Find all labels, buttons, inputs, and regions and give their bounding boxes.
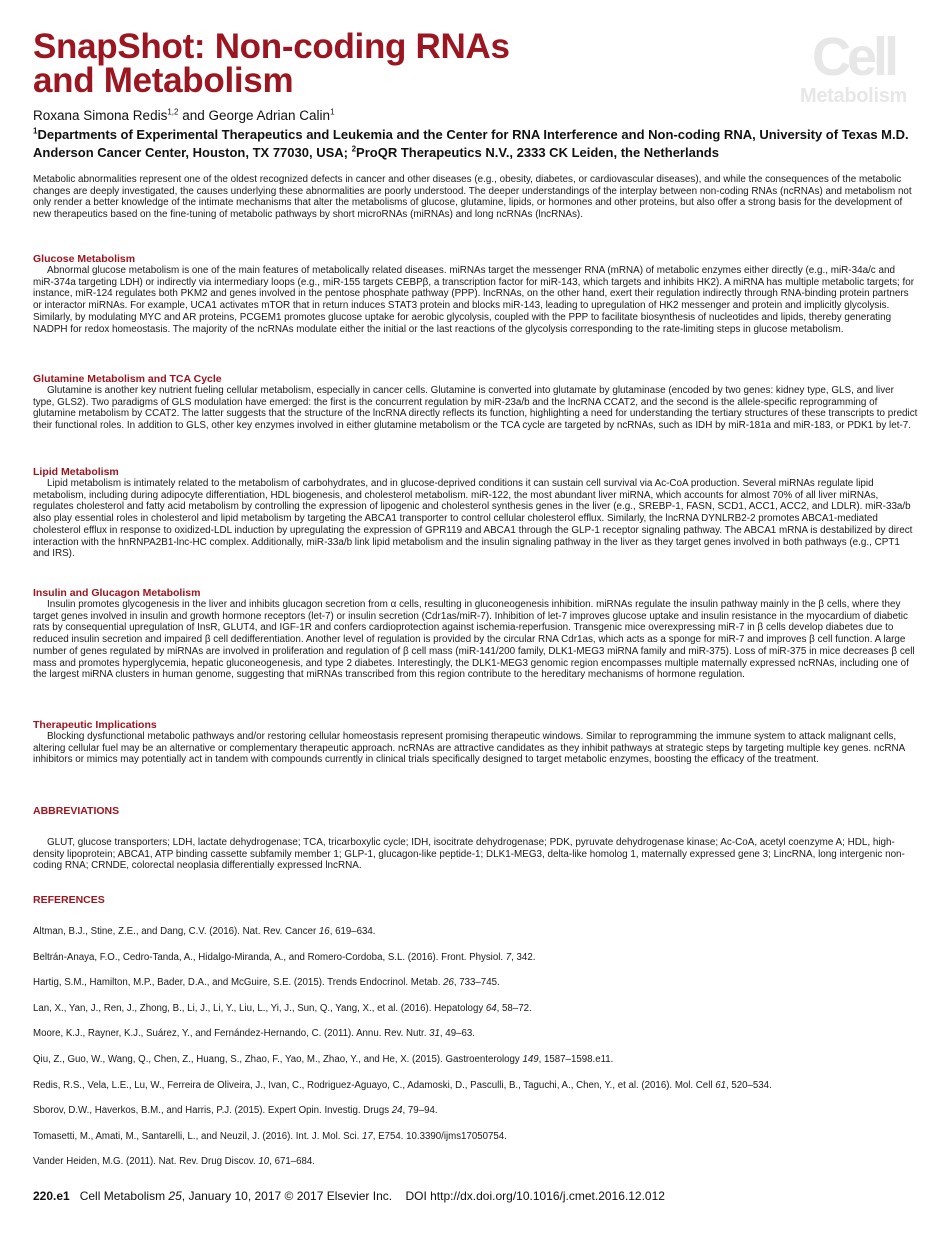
reference-item: Tomasetti, M., Amati, M., Santarelli, L., and Neuzil, J. (2016). Int. J. Mol. Sci. 17, E754. 10.3390/ijms17050754. bbox=[33, 1130, 507, 1142]
intro-paragraph: Metabolic abnormalities represent one of the oldest recognized defects in cancer and other diseases (e.g., obesity, diabetes, or cardiovascular diseases), and while the consequences of the metabolic changes are deeply investigated, the causes underlying these abnormalities are poorly understood. The deeper understandings of the interplay between non-coding RNAs (ncRNAs) and metabolism not only render a better knowledge of the intimate mechanisms that alter the metabolisms of glucose, glutamine, lipids, or hormones and other proteins, but also offer a strong basis for the development of new therapeutics based on the fine-tuning of metabolic pathways by short microRNAs (miRNAs) and long ncRNAs (lncRNAs). bbox=[33, 174, 912, 221]
affil-1-mark: 1 bbox=[33, 126, 38, 136]
affiliations bbox=[33, 126, 923, 162]
section-body: Abnormal glucose metabolism is one of the main features of metabolically related diseases. miRNAs target the messenger RNA (mRNA) of metabolic enzymes either directly (e.g., miR-34a/c and miR-374a targeting LDH) or indirectly via intermediary loops (e.g., miR-155 targets CEBPβ, a transcription factor for miR-143, which targets and inhibits HK2). A miRNA has multiple metabolic targets; for instance, miR-124 regulates both PKM2 and genes involved in the pentose phosphate pathway (PPP). lncRNAs, on the other hand, exert their regulation indirectly through RNA-binding protein partners or interactor miRNAs. For example, UCA1 activates mTOR that in return induces STAT3 protein and blocks miR-143, leading to upregulation of HK2 messenger and protein and implicitly glycolysis. Similarly, by modulating MYC and AR proteins, PCGEM1 promotes glucose uptake for aerobic glycolysis, coupled with the PPP to facilitate biosynthesis of nucleotides and lipids, thereby generating NADPH for redox homeostasis. The majority of the ncRNAs modulate either the initial or the last reactions of the glycolysis corresponding to the rate-limiting steps in glucose metabolism. bbox=[33, 265, 915, 335]
journal-logo bbox=[786, 27, 921, 110]
author-1: Roxana Simona Redis bbox=[33, 108, 168, 123]
reference-item: Beltrán-Anaya, F.O., Cedro-Tanda, A., Hidalgo-Miranda, A., and Romero-Cordoba, S.L. (2016). Front. Physiol. 7, 342. bbox=[33, 951, 536, 963]
reference-item: Altman, B.J., Stine, Z.E., and Dang, C.V. (2016). Nat. Rev. Cancer 16, 619–634. bbox=[33, 926, 376, 937]
section-insulin bbox=[33, 587, 918, 681]
references-heading: REFERENCES bbox=[33, 894, 105, 906]
reference-item: Vander Heiden, M.G. (2011). Nat. Rev. Drug Discov. 10, 671–684. bbox=[33, 1156, 315, 1168]
section-heading: Glucose Metabolism bbox=[33, 253, 136, 265]
section-therapeutic bbox=[33, 719, 918, 766]
footer-volume: 25 bbox=[168, 1189, 182, 1203]
section-glutamine bbox=[33, 373, 918, 432]
section-body: Glutamine is another key nutrient fueling cellular metabolism, especially in cancer cells. Glutamine is converted into glutamate by glutaminase (encoded by two genes: kidney type, GLS, and liver type, GLS2). Two paradigms of GLS modulation have emerged: the first is the concurrent regulation by miR-23a/b and the lncRNA CCAT2, and the second is the allele-specific reprogramming of glutamine metabolism by CCAT2. The latter suggests that the structure of the lncRNA directly reflects its function, highlighting a need for understanding the tertiary structures of these transcripts to predict their functional roles. In addition to GLS, other key enzymes involved in either glutamine metabolism or the TCA cycle are targeted by ncRNAs, such as IDH by miR-181a and miR-183, or PDK1 by let-7. bbox=[33, 385, 918, 432]
section-lipid bbox=[33, 466, 918, 560]
page-footer bbox=[33, 1189, 665, 1203]
author-1-affil: 1,2 bbox=[167, 107, 179, 117]
affil-2-mark: 2 bbox=[351, 144, 357, 154]
reference-item: Qiu, Z., Guo, W., Wang, Q., Chen, Z., Huang, S., Zhao, F., Yao, M., Zhao, Y., and He, X. (2015). Gastroenterology 149, 1587–1598.e11. bbox=[33, 1053, 614, 1065]
page-number: 220.e1 bbox=[33, 1189, 70, 1203]
section-heading: Insulin and Glucagon Metabolism bbox=[33, 587, 201, 599]
section-body: Blocking dysfunctional metabolic pathways and/or restoring cellular homeostasis represent promising therapeutic windows. Similar to reprogramming the immune system to attack malignant cells, altering cellular fuel may be an alternative or complementary therapeutic approach. ncRNAs are attractive candidates as they inhibit pathways at strategic steps by targeting multiple key genes. ncRNA inhibitors or mimics may potentially act in tandem with compounds currently in clinical trials specifically designed to target metabolic enzymes, boosting the efficacy of the treatment. bbox=[33, 731, 905, 766]
section-heading: Glutamine Metabolism and TCA Cycle bbox=[33, 373, 222, 385]
abbreviations-heading: ABBREVIATIONS bbox=[33, 805, 120, 817]
title-line-2: and Metabolism bbox=[33, 61, 294, 100]
author-conjunction: and bbox=[178, 108, 209, 123]
section-body: Lipid metabolism is intimately related to the metabolism of carbohydrates, and in glucose-deprived conditions it can sustain cell survival via Ac-CoA production. Several miRNAs regulate lipid metabolism, including during adipocyte differentiation, HDL biogenesis, and cholesterol metabolism. miR-122, the most abundant liver miRNA, which accounts for almost 70% of all liver miRNAs, regulates cholesterol and fatty acid metabolism by controlling the expression of lipogenic and cholesterol synthesis genes in the liver (e.g., SREBP-1, FASN, SCD1, ACC1, ACC2, and LDLR). miR-33a/b also play essential roles in cholesterol and lipid metabolism by targeting the ABCA1 transporter to control cellular cholesterol efflux. Similarly, the lncRNA DYNLRB2-2 promotes ABCA1-mediated cholesterol efflux in response to oxidized-LDL induction by upregulating the expression of GPR119 and ABCA1 through the GLP-1 receptor signaling pathway. The ABCA1 mRNA is destabilized by direct interaction with the hnRNPA2B1-lnc-HC complex. Additionally, miR-33a/b link lipid metabolism and the insulin signaling pathway in the liver as they target genes involved in both pathways (e.g., CPT1 and IRS). bbox=[33, 478, 913, 560]
author-2-affil: 1 bbox=[330, 107, 335, 117]
author-line bbox=[33, 108, 335, 123]
reference-item: Lan, X., Yan, J., Ren, J., Zhong, B., Li, J., Li, Y., Liu, L., Yi, J., Sun, Q., Yang, X., et al. (2016). Hepatology 64, 58–72. bbox=[33, 1002, 532, 1014]
section-heading: Therapeutic Implications bbox=[33, 719, 157, 731]
reference-item: Hartig, S.M., Hamilton, M.P., Bader, D.A., and McGuire, S.E. (2015). Trends Endocrinol. Metab. 26, 733–745. bbox=[33, 977, 500, 989]
reference-list bbox=[33, 926, 918, 1182]
reference-item: Moore, K.J., Rayner, K.J., Suárez, Y., and Fernández-Hernando, C. (2011). Annu. Rev. Nutr. 31, 49–63. bbox=[33, 1028, 475, 1040]
abbreviations-text: GLUT, glucose transporters; LDH, lactate dehydrogenase; TCA, tricarboxylic cycle; IDH, isocitrate dehydrogenase; PDK, pyruvate dehydrogenase kinase; Ac-CoA, acetyl coenzyme A; HDL, high-density lipoprotein; ABCA1, ATP binding cassette subfamily member 1; GLP-1, glucagon-like peptide-1; DLK1-MEG3, delta-like homolog 1, maternally expressed gene 3; LincRNA, long intergenic non-coding RNA; CRNDE, colorectal neoplasia differentially expressed lncRNA. bbox=[33, 837, 905, 872]
logo-cell-text: Cell bbox=[811, 27, 896, 87]
section-glucose bbox=[33, 253, 918, 335]
section-heading: Lipid Metabolism bbox=[33, 466, 119, 478]
page-title bbox=[33, 27, 733, 100]
footer-date: , January 10, 2017 © 2017 Elsevier Inc. bbox=[181, 1189, 393, 1203]
author-2: George Adrian Calin bbox=[208, 108, 331, 123]
title-line-1: SnapShot: Non-coding RNAs bbox=[33, 27, 510, 66]
affil-1-text: Departments of Experimental Therapeutics and Leukemia and the Center for RNA Interference and Non-coding RNA, University of Texas M.D. Anderson Cancer Center, Houston, TX 77030, USA; bbox=[33, 127, 909, 160]
section-body: Insulin promotes glycogenesis in the liver and inhibits glucagon secretion from α cells, resulting in gluconeogenesis inhibition. miRNAs regulate the insulin pathway mainly in the β cells, where they target genes involved in insulin and growth hormone receptors (let-7) or insulin secretion (Cdr1as/miR-7). Inhibition of let-7 improves glucose uptake and insulin resistance in the myocardium of diabetic rats by consequential upregulation of InsR, GLUT4, and IGF-1R and confers cardioprotection against ischemia-reperfusion. Transgenic mice overexpressing miR-7 in β cells develop diabetes due to reduced insulin secretion and impaired β cell dedifferentiation. Another level of regulation is provided by the circular RNA Cdr1as, which acts as a sponge for miR-7 and improves β cell function. A large number of genes regulated by miRNAs are involved in proliferation and regulation of β cell mass (miR-141/200 family, DLK1-MEG3 miRNA family and miR-375). Loss of miR-375 in mice decreases β cell mass and promotes hyperglycemia, hepatic gluconeogenesis, and type 2 diabetes. Interestingly, the DLK1-MEG3 genomic region encompasses multiple maternally expressed ncRNAs, including one of the largest miRNA clusters in human genome, suggesting that miRNAs transcribed from this region contribute to the hereditary mechanisms of hormone regulation. bbox=[33, 599, 915, 681]
reference-item: Sborov, D.W., Haverkos, B.M., and Harris, P.J. (2015). Expert Opin. Investig. Drugs 24, 79–94. bbox=[33, 1105, 438, 1117]
footer-doi[interactable]: DOI http://dx.doi.org/10.1016/j.cmet.2016.12.012 bbox=[405, 1189, 665, 1203]
affil-2-text: ProQR Therapeutics N.V., 2333 CK Leiden, the Netherlands bbox=[356, 145, 719, 160]
logo-metabolism-text: Metabolism bbox=[799, 85, 908, 107]
footer-journal: Cell Metabolism bbox=[79, 1189, 169, 1203]
reference-item: Redis, R.S., Vela, L.E., Lu, W., Ferreira de Oliveira, J., Ivan, C., Rodriguez-Aguayo, C., Adamoski, D., Pasculli, B., Taguchi, A., Chen, Y., et al. (2016). Mol. Cell 61, 520–534. bbox=[33, 1079, 772, 1091]
